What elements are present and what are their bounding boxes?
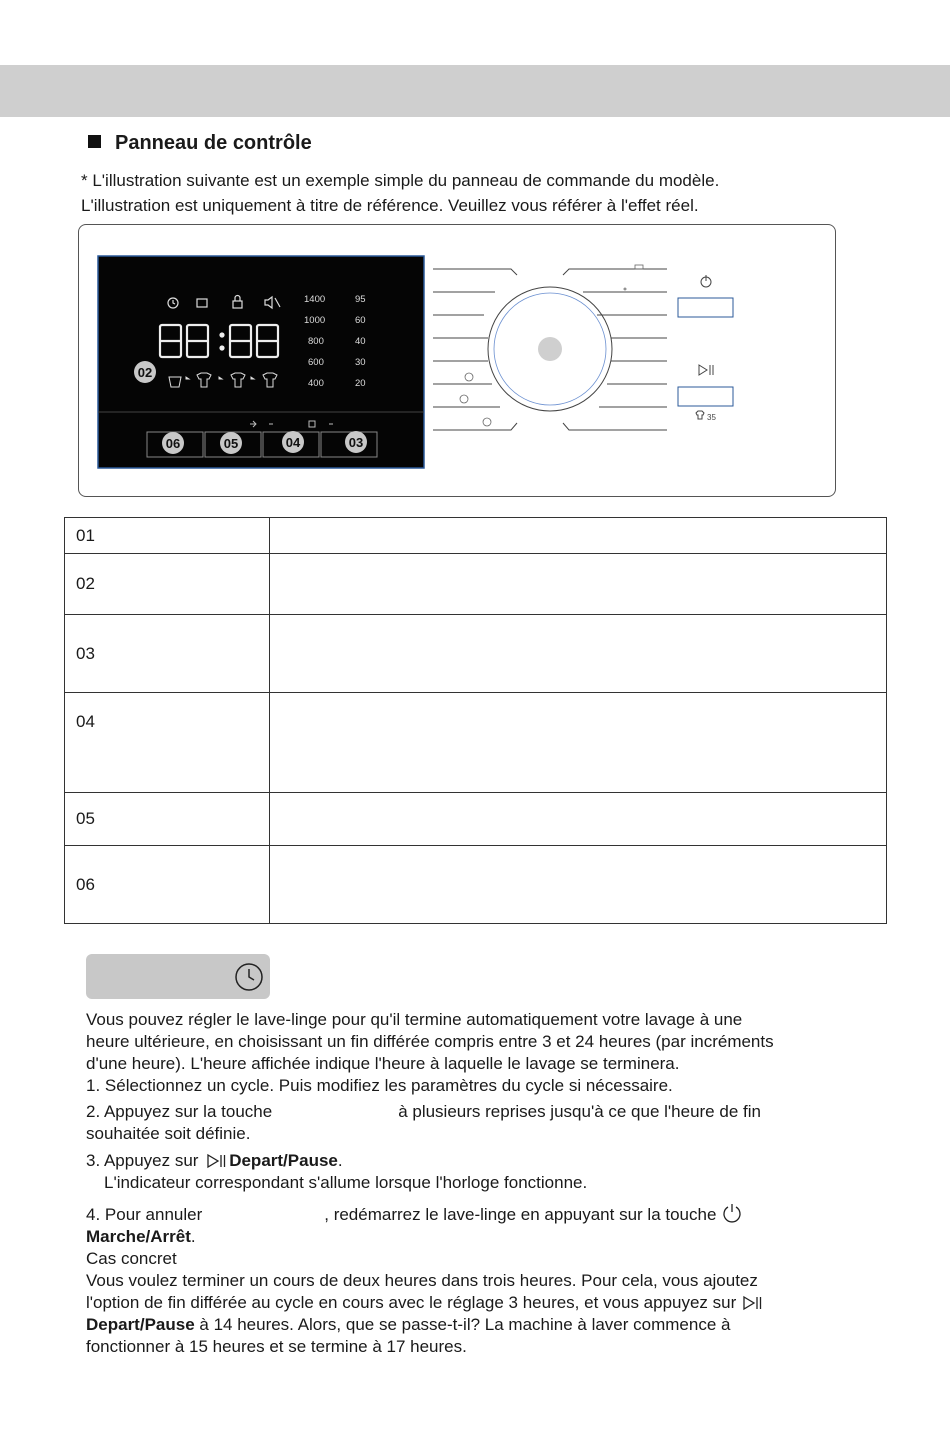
intro-line-1: * L'illustration suivante est un exemple simple du panneau de commande du modèle. <box>81 171 720 190</box>
program-icon <box>483 418 491 426</box>
table-row <box>65 693 887 793</box>
row-description <box>270 554 887 615</box>
step-1: 1. Sélectionnez un cycle. Puis modifiez les paramètres du cycle si nécessaire. <box>86 1076 673 1095</box>
control-panel-drawing <box>79 225 837 498</box>
step-2: 2. Appuyez sur la touche à plusieurs reprises jusqu'à ce que l'heure de fin souhaitée soit définie. <box>86 1102 761 1143</box>
row-description <box>270 693 887 793</box>
header-band <box>0 65 950 117</box>
row-description <box>270 615 887 693</box>
delay-intro <box>86 1009 774 1097</box>
row-number: 01 <box>65 518 270 554</box>
play-pause-icon <box>741 1295 767 1311</box>
clock-icon <box>234 962 264 992</box>
start-badge-label: 35 <box>707 413 716 422</box>
paragraph-line: d'une heure). L'heure affichée indique l'heure à laquelle le lavage se terminera. <box>86 1054 680 1073</box>
colon-bottom <box>221 347 224 350</box>
play-pause-icon <box>203 1153 229 1169</box>
power-button <box>678 298 733 317</box>
program-lines-left <box>433 269 517 430</box>
row-number: 05 <box>65 793 270 846</box>
paragraph-line: Vous pouvez régler le lave-linge pour qu'il termine automatiquement votre lavage à une <box>86 1010 743 1029</box>
badge-02-label: 02 <box>137 365 153 380</box>
badge-06-label: 06 <box>165 436 181 451</box>
speed-value: 600 <box>308 357 324 368</box>
badge-03-label: 03 <box>348 435 364 450</box>
speed-value: 400 <box>308 378 324 389</box>
play-icon <box>699 365 707 375</box>
speed-value: 1000 <box>304 315 326 326</box>
row-description <box>270 518 887 554</box>
paragraph-line: Vous voulez terminer un cours de deux heures dans trois heures. Pour cela, vous ajoutez <box>86 1271 758 1290</box>
table-row <box>65 518 887 554</box>
temp-value: 40 <box>355 336 366 347</box>
power-icon <box>721 1203 743 1223</box>
speed-value: 800 <box>308 336 324 347</box>
row-number: 04 <box>65 693 270 793</box>
step-4: 4. Pour annuler , redémarrez le lave-linge en appuyant sur la touche Marche/Arrêt. Cas concret Vous voulez terminer un cours de deux heures dans trois heures. Pour cela, vous ajoutez l'option de fin différée au cycle en cours avec le réglage 3 heures, et vous appuyez sur Depart/Pause à 14 heures. Alors, que se passe-t-il? La machine à laver commence à fonctionner à 15 heures et se termine à 17 heures. <box>86 1203 767 1358</box>
paragraph-line: fonctionner à 15 heures et se termine à 17 heures. <box>86 1337 467 1356</box>
start-pause-button <box>678 387 733 406</box>
temp-value: 30 <box>355 357 366 368</box>
row-number: 06 <box>65 846 270 924</box>
row-number: 02 <box>65 554 270 615</box>
program-icon <box>465 373 473 381</box>
program-icon <box>624 288 626 290</box>
case-title: Cas concret <box>86 1249 177 1268</box>
table-row <box>65 615 887 693</box>
section-title: Panneau de contrôle <box>88 132 312 155</box>
program-icon <box>635 265 643 269</box>
delay-feature-header <box>86 954 270 999</box>
table-row <box>65 554 887 615</box>
badge-04-label: 04 <box>285 435 301 450</box>
colon-top <box>221 334 224 337</box>
bullet-square-icon <box>88 135 101 148</box>
row-description <box>270 793 887 846</box>
speed-value: 1400 <box>304 294 326 305</box>
row-description <box>270 846 887 924</box>
intro-line-2: L'illustration est uniquement à titre de référence. Veuillez vous référer à l'effet réel. <box>81 196 699 215</box>
table-row <box>65 846 887 924</box>
description-table <box>64 517 887 924</box>
step-3: 3. Appuyez sur Depart/Pause. L'indicateur correspondant s'allume lorsque l'horloge fonctionne. <box>86 1151 588 1192</box>
power-button-group <box>678 275 733 317</box>
program-icon <box>460 395 468 403</box>
program-dial <box>488 287 612 411</box>
temp-value: 20 <box>355 378 366 389</box>
start-badge-icon <box>696 411 704 419</box>
temp-value: 60 <box>355 315 366 326</box>
paragraph-line: heure ultérieure, en choisissant un fin différée compris entre 3 et 24 heures (par incréments <box>86 1032 774 1051</box>
dial-knob <box>538 337 562 361</box>
temp-value: 95 <box>355 294 366 305</box>
program-lines-right <box>563 269 667 430</box>
start-pause-button-group <box>678 365 733 419</box>
control-panel-illustration <box>78 224 836 497</box>
intro-text <box>81 168 719 218</box>
badge-05-label: 05 <box>223 436 239 451</box>
row-number: 03 <box>65 615 270 693</box>
table-row <box>65 793 887 846</box>
